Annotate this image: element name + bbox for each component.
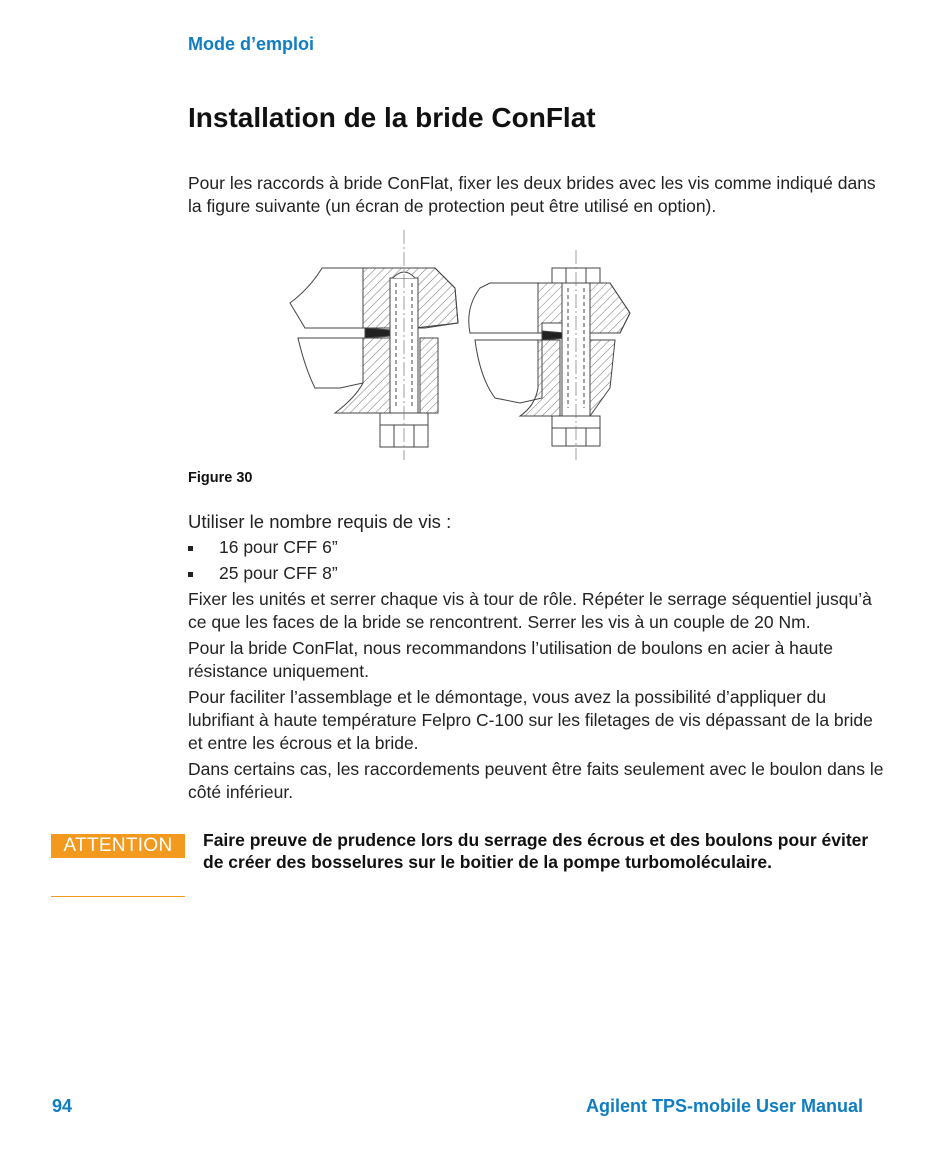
- paragraph-lubricant: Pour faciliter l’assemblage et le démontage, vous avez la possibilité d’appliquer du lubrifiant à haute température Felpro C-100 sur les filetages de vis dépassant de la bride et entre les écrous et la bride.: [188, 687, 873, 753]
- list-item: 16 pour CFF 6”: [188, 536, 888, 559]
- paragraph-lower-side: Dans certains cas, les raccordements peuvent être faits seulement avec le boulon dans le côté inférieur.: [188, 759, 884, 802]
- paragraph-tightening: Fixer les unités et serrer chaque vis à tour de rôle. Répéter le serrage séquentiel jusqu’à ce que les faces de la bride se rencontrent. Serrer les vis à un couple de 20 Nm.: [188, 589, 872, 632]
- figure-caption: Figure 30: [188, 470, 253, 486]
- intro-paragraph: Pour les raccords à bride ConFlat, fixer les deux brides avec les vis comme indiqué dans la figure suivante (un écran de protection peut être utilisé en option).: [188, 173, 876, 216]
- screws-lead: Utiliser le nombre requis de vis :: [188, 511, 452, 532]
- screw-count-list: [188, 536, 888, 585]
- square-bullet-icon: [188, 572, 193, 577]
- paragraph-bolts: Pour la bride ConFlat, nous recommandons l’utilisation de boulons en acier à haute résistance uniquement.: [188, 638, 833, 681]
- page-title: Installation de la bride ConFlat: [188, 102, 596, 133]
- right-flange-assembly: [469, 250, 630, 460]
- attention-text: Faire preuve de prudence lors du serrage des écrous et des boulons pour éviter de créer des bosselures sur le boitier de la pompe turbomoléculaire.: [203, 830, 869, 872]
- instructions-body: [188, 510, 888, 807]
- attention-divider: [51, 896, 185, 897]
- list-item: 25 pour CFF 8”: [188, 562, 888, 585]
- footer-manual-title: Agilent TPS-mobile User Manual: [585, 1096, 863, 1116]
- section-header: Mode d’emploi: [188, 34, 314, 54]
- page-number: 94: [52, 1096, 73, 1116]
- square-bullet-icon: [188, 546, 193, 551]
- attention-badge: ATTENTION: [51, 834, 185, 858]
- left-flange-assembly: [290, 230, 458, 460]
- flange-installation-figure: [280, 228, 650, 464]
